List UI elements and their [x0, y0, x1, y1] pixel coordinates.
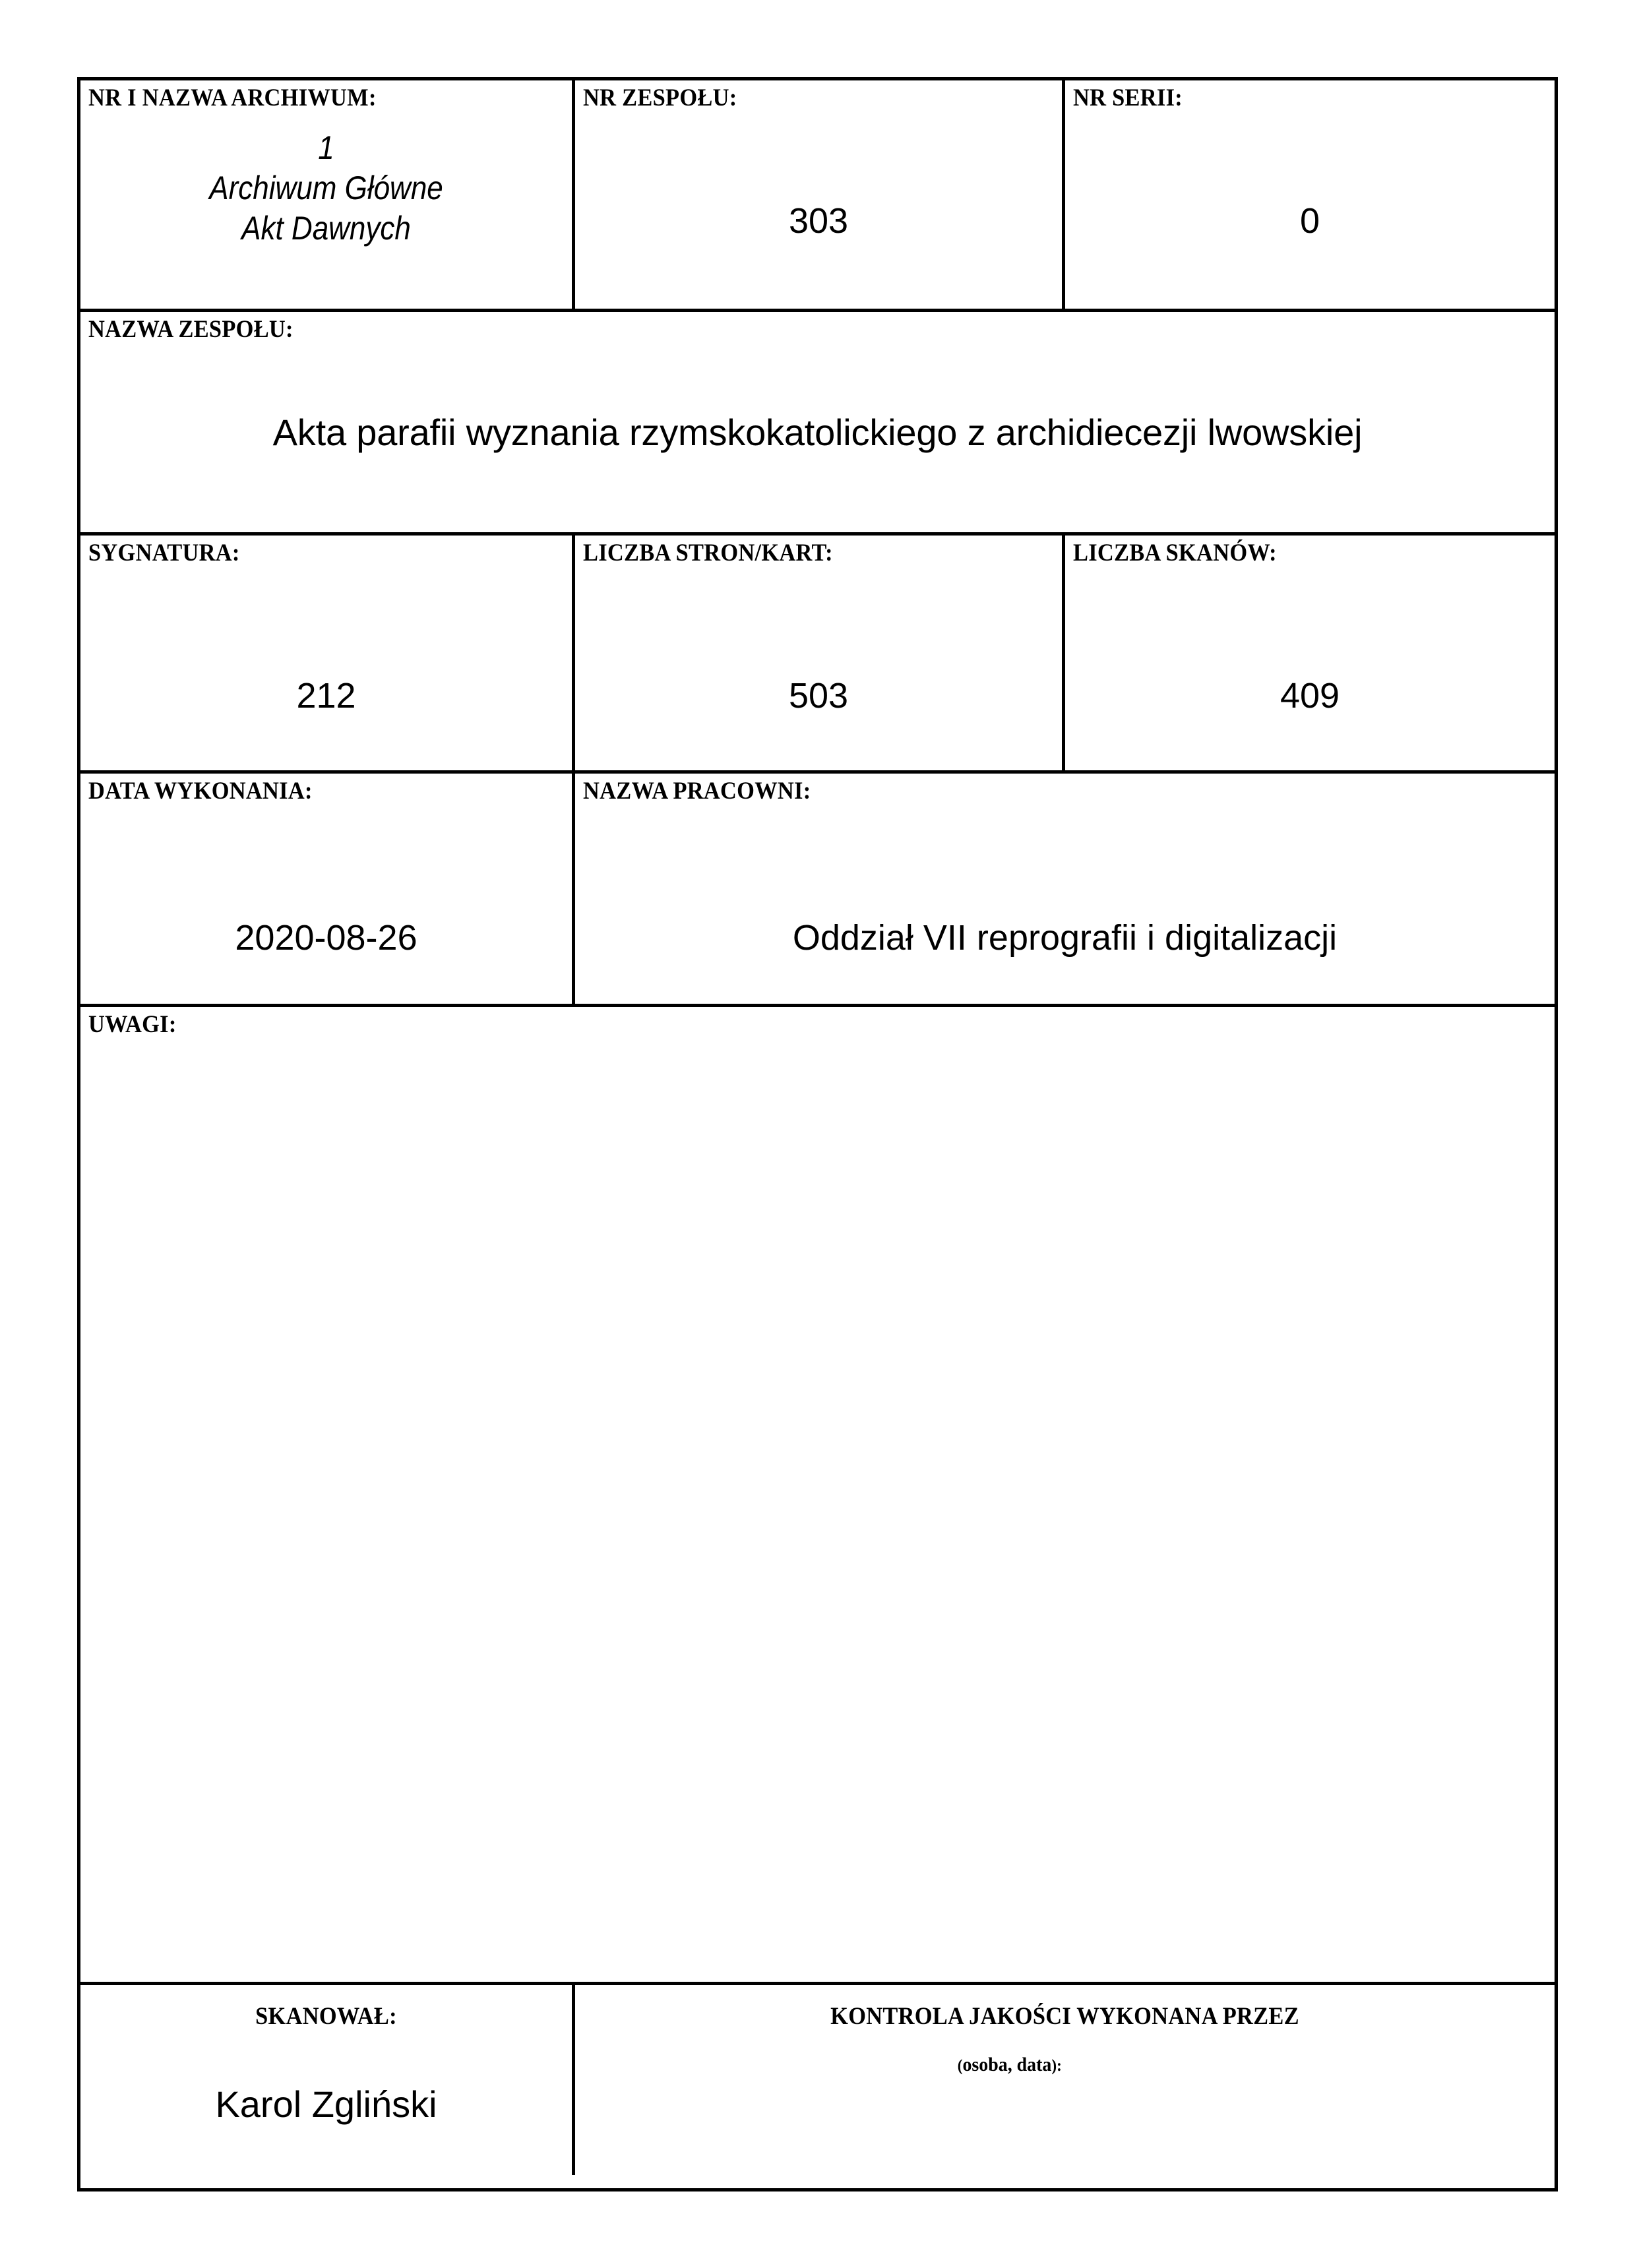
fond-name-row: [80, 309, 1555, 532]
quality-control-label: KONTROLA JAKOŚCI WYKONANA PRZEZ: [830, 2003, 1299, 2030]
remarks-row: [80, 1004, 1555, 1982]
scans-cell: [1062, 536, 1555, 770]
series-number-label: NR SERII:: [1073, 84, 1183, 111]
signoff-row: [80, 1982, 1555, 2175]
remarks-label: UWAGI:: [88, 1011, 177, 1038]
fond-name-cell: [80, 312, 1555, 532]
series-number-cell: [1062, 80, 1555, 309]
pages-label: LICZBA STRON/KART:: [583, 539, 833, 567]
scanned-by-cell: [80, 1985, 572, 2175]
signature-value: 212: [296, 676, 356, 716]
fond-number-cell: [572, 80, 1062, 309]
production-date-label: DATA WYKONANIA:: [88, 778, 313, 805]
scans-label: LICZBA SKANÓW:: [1073, 539, 1277, 567]
production-row: [80, 770, 1555, 1004]
fond-name-label: NAZWA ZESPOŁU:: [88, 316, 293, 343]
counts-row: [80, 532, 1555, 770]
pages-cell: [572, 536, 1062, 770]
workshop-value: Oddział VII reprografii i digitalizacji: [792, 918, 1338, 958]
archive-label: NR I NAZWA ARCHIWUM:: [88, 84, 377, 111]
fond-number-value: 303: [788, 201, 849, 241]
fond-number-label: NR ZESPOŁU:: [583, 84, 737, 111]
quality-control-sublabel-close: ):: [1051, 2057, 1062, 2075]
workshop-cell: [572, 774, 1555, 1004]
identity-row: [80, 80, 1555, 309]
scans-value: 409: [1280, 676, 1340, 716]
archive-name-line-1: Archiwum Główne: [209, 169, 443, 206]
production-date-value: 2020-08-26: [235, 918, 417, 958]
series-number-value: 0: [1299, 201, 1320, 241]
remarks-value[interactable]: [88, 1053, 1547, 1982]
scanned-by-label: SKANOWAŁ:: [255, 2003, 397, 2030]
quality-control-sublabel-text: osoba, data: [962, 2054, 1052, 2075]
workshop-label: NAZWA PRACOWNI:: [583, 778, 811, 805]
signature-cell: [80, 536, 572, 770]
archive-number-value: 1: [318, 129, 334, 166]
pages-value: 503: [788, 676, 849, 716]
remarks-cell[interactable]: [80, 1007, 1555, 1982]
scanned-by-value: Karol Zgliński: [215, 2083, 437, 2125]
production-date-cell: [80, 774, 572, 1004]
signature-label: SYGNATURA:: [88, 539, 240, 567]
fond-name-value: Akta parafii wyznania rzymskokatolickiego z archidiecezji lwowskiej: [272, 412, 1363, 453]
archive-value-block: [110, 128, 543, 249]
quality-control-cell: [572, 1985, 1555, 2175]
archive-cell: [80, 80, 572, 309]
quality-control-sublabel-open: (: [957, 2057, 963, 2075]
archive-name-line-2: Akt Dawnych: [241, 210, 411, 247]
scanning-cover-sheet-table: [77, 77, 1558, 2191]
quality-control-sublabel: [609, 2054, 1520, 2076]
